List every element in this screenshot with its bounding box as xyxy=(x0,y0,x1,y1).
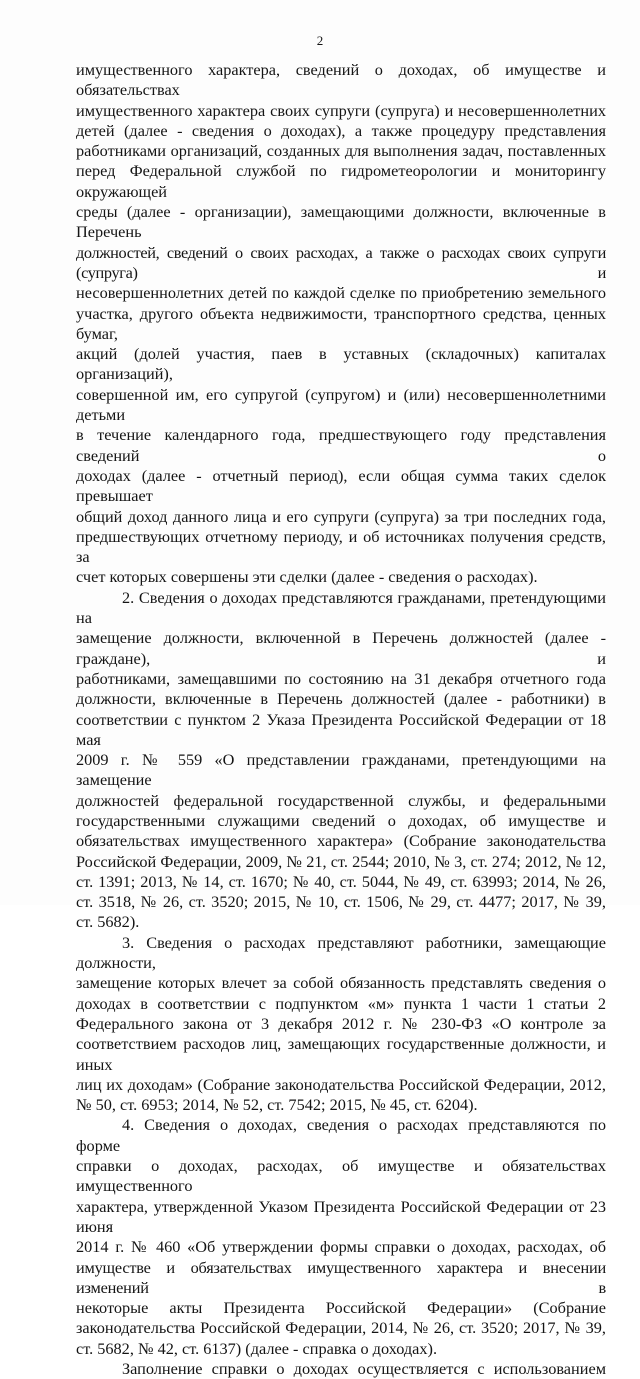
document-body xyxy=(76,60,606,1379)
text-line: 2014 г. № 460 «Об утверждении формы справки о доходах, расходах, об xyxy=(76,1237,606,1257)
text-line: работниками, замещавшими по состоянию на 31 декабря отчетного года xyxy=(76,668,606,688)
text-line: имущественного характера, сведений о доходах, об имуществе и обязательствах xyxy=(76,60,606,100)
text-line: соответствием расходов лиц, замещающих государственные должности, и иных xyxy=(76,1034,606,1074)
text-line: ст. 3518, № 26, ст. 3520; 2015, № 10, ст. 1506, № 29, ст. 4477; 2017, № 39, xyxy=(76,892,606,912)
paragraph-5-first-line: Заполнение справки о доходах осуществляется с использованием xyxy=(122,1359,606,1378)
text-line: соответствии с пунктом 2 Указа Президента Российской Федерации от 18 мая xyxy=(76,709,606,749)
text-line: 2009 г. № 559 «О представлении гражданами, претендующими на замещение xyxy=(76,750,606,790)
paragraph-4-first-line: 4. Сведения о доходах, сведения о расходах представляются по форме xyxy=(76,1115,606,1155)
text-line: несовершеннолетних детей по каждой сделке по приобретению земельного xyxy=(76,283,606,303)
text-line: доходах в соответствии с подпунктом «м» пункта 1 части 1 статьи 2 xyxy=(76,993,606,1013)
text-line: акций (долей участия, паев в уставных (складочных) капиталах организаций), xyxy=(76,344,606,384)
text-line: среды (далее - организации), замещающими должности, включенные в Перечень xyxy=(76,202,606,242)
text-line: имущественного характера своих супруги (супруга) и несовершеннолетних xyxy=(76,100,606,120)
text-line: доходах (далее - отчетный период), если общая сумма таких сделок превышает xyxy=(76,465,606,506)
text-line: ст. 1391; 2013, № 14, ст. 1670; № 40, ст. 5044, № 49, ст. 63993; 2014, № 26, xyxy=(76,871,606,891)
text-line: участка, другого объекта недвижимости, транспортного средства, ценных бумаг, xyxy=(76,303,606,343)
text-line: перед Федеральной службой по гидрометеорологии и мониторингу окружающей xyxy=(76,161,606,201)
text-line: должностей, сведений о своих расходах, а также о расходах своих супруги (супруга) и xyxy=(76,242,606,282)
paragraph-2-first-line: 2. Сведения о доходах представляются гражданами, претендующими на xyxy=(76,587,606,628)
text-line: общий доход данного лица и его супруги (супруга) за три последних года, xyxy=(76,506,606,526)
text-line: Российской Федерации, 2009, № 21, ст. 2544; 2010, № 3, ст. 274; 2012, № 12, xyxy=(76,851,606,871)
text-line: некоторые акты Президента Российской Федерации» (Собрание xyxy=(76,1298,606,1318)
text-line: совершенной им, его супругой (супругом) и (или) несовершеннолетними детьми xyxy=(76,384,606,425)
text-line: законодательства Российской Федерации, 2014, № 26, ст. 3520; 2017, № 39, xyxy=(76,1318,606,1338)
text-line: справки о доходах, расходах, об имуществе и обязательствах имущественного xyxy=(76,1156,606,1196)
text-line: работниками организаций, созданных для выполнения задач, поставленных xyxy=(76,141,606,161)
text-line: в течение календарного года, предшествующего году представления сведений о xyxy=(76,425,606,465)
text-line: предшествующих отчетному периоду, и об источниках получения средств, за xyxy=(76,526,606,567)
text-line: замещение которых влечет за собой обязанность представлять сведения о xyxy=(76,973,606,993)
text-line: государственными служащими сведений о доходах, об имуществе и xyxy=(76,810,606,830)
text-line: замещение должности, включенной в Перечень должностей (далее - граждане), и xyxy=(76,628,606,668)
text-line: ст. 5682). xyxy=(76,912,140,932)
text-line: имуществе и обязательствах имущественного характера и внесении изменений в xyxy=(76,1257,606,1297)
page-number: 2 xyxy=(316,33,324,48)
text-line: Федерального закона от 3 декабря 2012 г. № 230-ФЗ «О контроле за xyxy=(76,1013,606,1033)
text-line: детей (далее - сведения о доходах), а также процедуру представления xyxy=(76,120,606,140)
text-line: лиц их доходам» (Собрание законодательства Российской Федерации, 2012, xyxy=(76,1074,606,1094)
text-line: № 50, ст. 6953; 2014, № 52, ст. 7542; 2015, № 45, ст. 6204). xyxy=(76,1095,478,1115)
text-line: ст. 5682, № 42, ст. 6137) (далее - справка о доходах). xyxy=(76,1338,438,1358)
text-line: должности, включенные в Перечень должностей (далее - работники) в xyxy=(76,689,606,709)
text-line: обязательствах имущественного характера» (Собрание законодательства xyxy=(76,831,606,851)
paragraph-3-first-line: 3. Сведения о расходах представляют работники, замещающие должности, xyxy=(76,932,606,973)
text-line: счет которых совершены эти сделки (далее - сведения о расходах). xyxy=(76,567,538,587)
text-line: должностей федеральной государственной службы, и федеральными xyxy=(76,790,606,810)
text-line: характера, утвержденной Указом Президента Российской Федерации от 23 июня xyxy=(76,1196,606,1236)
